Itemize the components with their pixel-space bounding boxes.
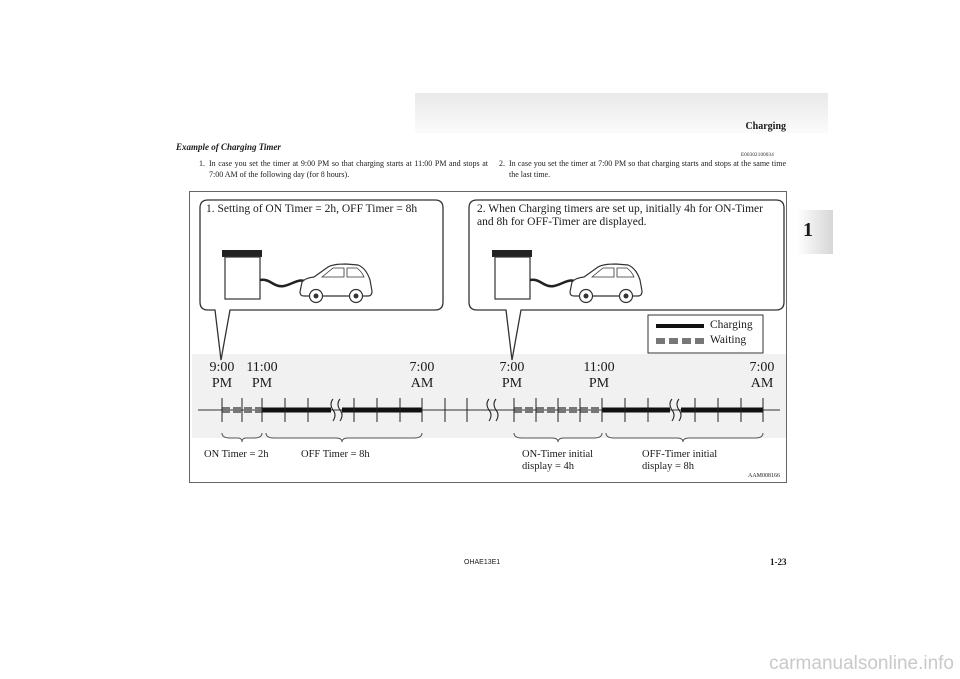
on-timer-initial-label: ON-Timer initial display = 4h xyxy=(522,449,594,472)
instruction-2 xyxy=(499,158,786,180)
chapter-number: 1 xyxy=(803,219,813,241)
on-timer-label: ON Timer = 2h xyxy=(204,449,269,460)
charging-station-icon xyxy=(492,250,532,299)
off-timer-label: OFF Timer = 8h xyxy=(301,449,370,460)
bubble-1-text: 1. Setting of ON Timer = 2h, OFF Timer = 8h xyxy=(206,203,418,215)
bubble-2-text-line1: 2. When Charging timers are set up, initially 4h for ON-Timer xyxy=(477,203,763,215)
off-timer-initial-label: OFF-Timer initial display = 8h xyxy=(642,449,718,472)
time-label: 9:00 PM xyxy=(209,360,235,391)
legend-charging-label: Charging xyxy=(710,319,753,331)
time-label: 7:00 PM xyxy=(499,360,525,391)
watermark: carmanualsonline.info xyxy=(769,653,954,674)
figure-code: AAM008166 xyxy=(747,473,780,479)
instruction-text: In case you set the timer at 9:00 PM so that charging starts at 11:00 PM and stops at 7:00 AM of the following day (for 8 hours). xyxy=(209,159,488,179)
instruction-text: In case you set the timer at 7:00 PM so that charging starts and stops at the same time the last time. xyxy=(509,159,786,179)
charging-station-icon xyxy=(222,250,262,299)
page-number: 1-23 xyxy=(770,557,787,567)
legend-waiting-label: Waiting xyxy=(710,334,747,346)
time-label: 11:00 PM xyxy=(246,360,278,391)
instruction-number: 2. xyxy=(499,159,505,168)
reference-code: E00302100034 xyxy=(741,153,774,158)
figure-illustration xyxy=(190,192,787,483)
footer-code: OHAE13E1 xyxy=(464,559,501,566)
bubble-2-text-line2: and 8h for OFF-Timer are displayed. xyxy=(477,216,647,228)
section-title: Example of Charging Timer xyxy=(176,142,281,152)
time-label: 7:00 AM xyxy=(749,360,775,391)
instruction-1 xyxy=(199,158,488,180)
time-label: 11:00 PM xyxy=(583,360,615,391)
header-title: Charging xyxy=(745,121,786,132)
instruction-number: 1. xyxy=(199,159,205,168)
charging-timer-figure xyxy=(189,191,787,483)
time-label: 7:00 AM xyxy=(409,360,435,391)
